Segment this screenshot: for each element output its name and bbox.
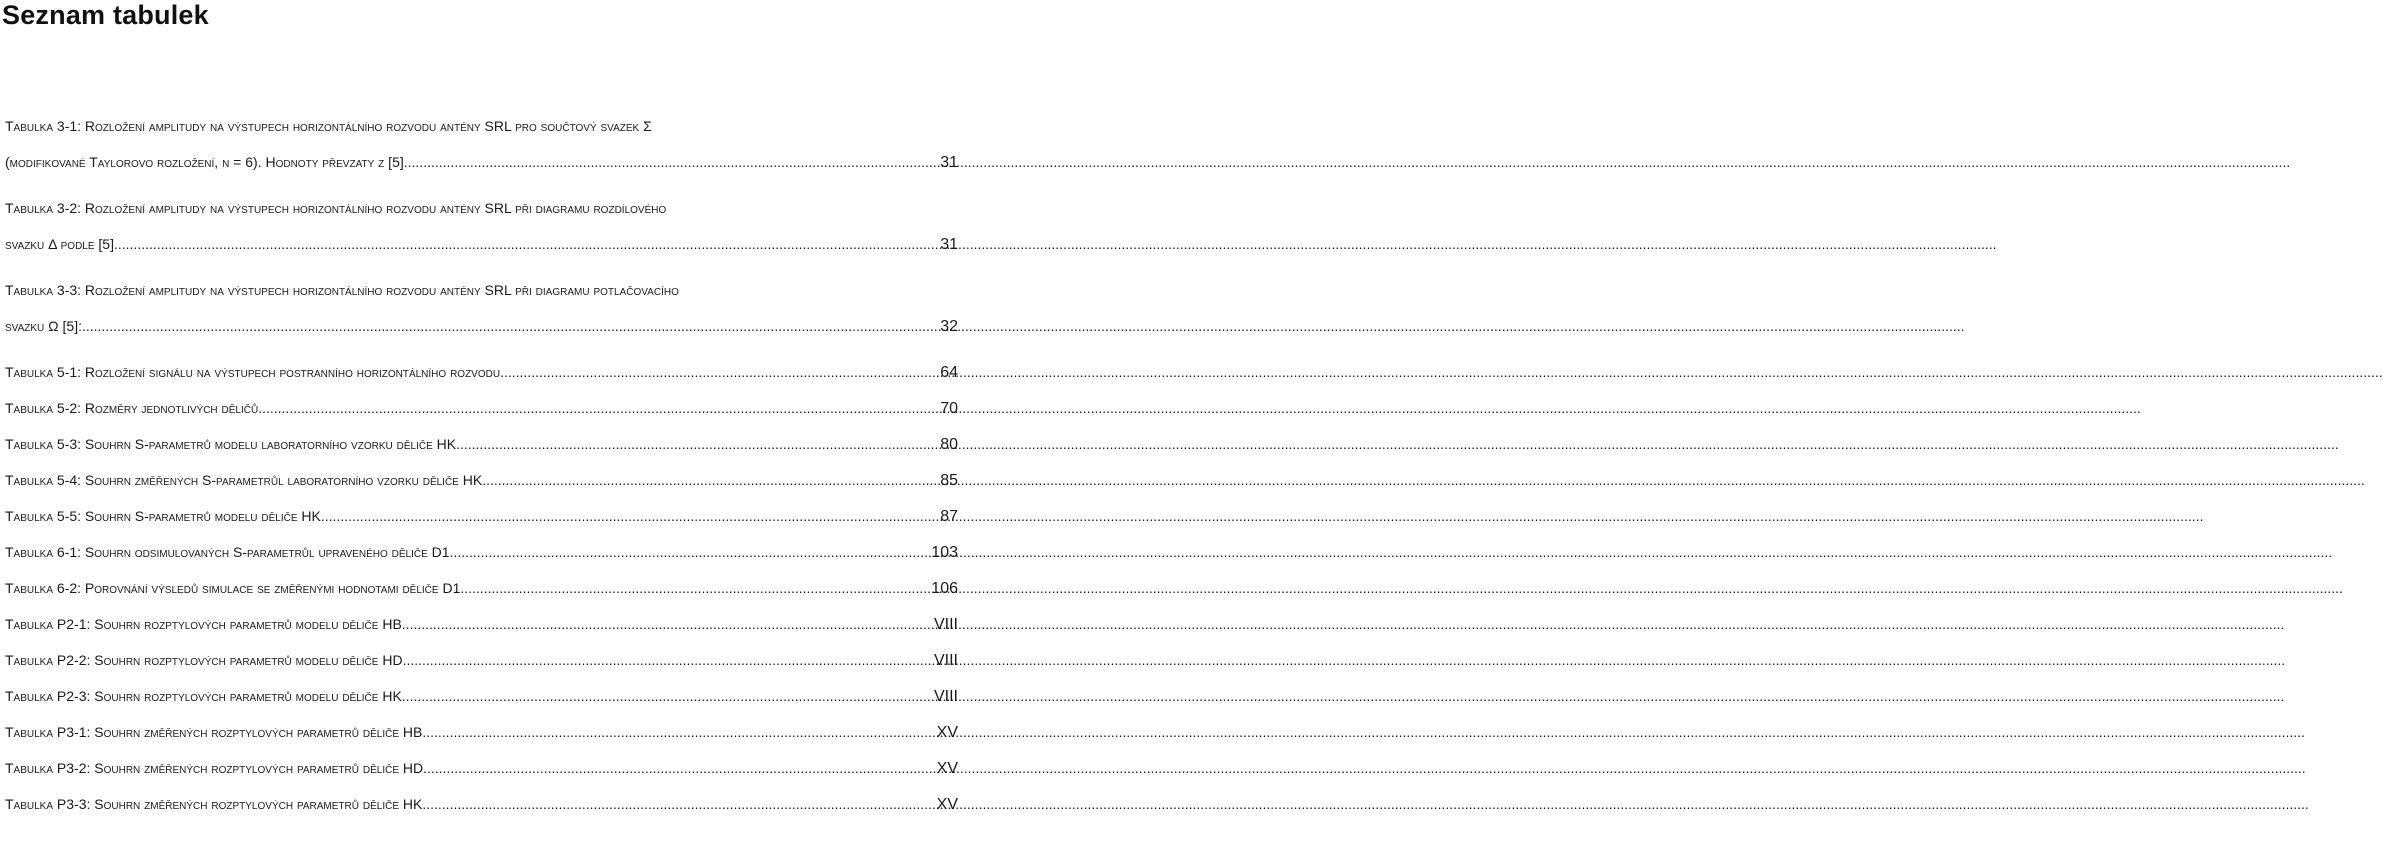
toc-entry[interactable]	[5, 678, 958, 714]
toc-entry-title[interactable]: Tabulka P3-1: Souhrn změřených rozptylových parametrů děliče HB	[5, 724, 423, 740]
dot-leader	[408, 144, 937, 180]
toc-page-number[interactable]: XV	[936, 760, 958, 777]
toc-entry[interactable]	[5, 534, 958, 570]
toc-entry-title[interactable]: Tabulka 3-2: Rozložení amplitudy na výstupech horizontálního rozvodu antény SRL při diagramu rozdílového	[5, 200, 667, 216]
toc-entry[interactable]	[5, 462, 958, 498]
toc-page-number[interactable]: 70	[940, 400, 958, 417]
toc-entry-title-continued[interactable]: (modifikované Taylorovo rozložení, n = 6). Hodnoty převzaty z [5].	[5, 154, 408, 170]
toc-entry-title[interactable]: Tabulka 5-3: Souhrn S-parametrů modelu laboratorního vzorku děliče HK	[5, 436, 457, 452]
toc-entry-title[interactable]: Tabulka 3-3: Rozložení amplitudy na výstupech horizontálního rozvodu antény SRL při diagramu potlačovacího	[5, 282, 679, 298]
toc-line	[5, 226, 958, 262]
toc-line	[5, 108, 958, 144]
toc-entry-title[interactable]: Tabulka 5-2: Rozměry jednotlivých děličů	[5, 400, 259, 416]
dot-leader	[403, 642, 930, 678]
toc-entry-title[interactable]: Tabulka 5-5: Souhrn S-parametrů modelu děliče HK	[5, 508, 321, 524]
toc-line	[5, 308, 958, 344]
toc-page-number[interactable]: VIII	[933, 688, 958, 705]
toc-page-number[interactable]: XV	[936, 796, 958, 813]
toc-entry-title[interactable]: Tabulka 5-1: Rozložení signálu na výstupech postranního horizontálního rozvodu	[5, 364, 501, 380]
toc-page-number[interactable]: 31	[940, 154, 958, 171]
dot-leader	[426, 786, 932, 822]
toc-entry-title[interactable]: Tabulka P2-1: Souhrn rozptylových parametrů modelu děliče HB	[5, 616, 402, 632]
toc-entry-title[interactable]: Tabulka 3-1: Rozložení amplitudy na výstupech horizontálního rozvodu antény SRL pro součtový svazek Σ	[5, 118, 652, 134]
toc-entry-title[interactable]: Tabulka 6-1: Souhrn odsimulovaných S-parametrůl upraveného děliče D1	[5, 544, 450, 560]
dot-leader	[114, 226, 936, 262]
toc-entry-title-continued[interactable]: svazku Δ podle [5]	[5, 236, 114, 252]
toc-entry-title[interactable]: Tabulka P2-2: Souhrn rozptylových parametrů modelu děliče HD	[5, 652, 403, 668]
page-title: Seznam tabulek	[2, 0, 209, 30]
toc-entry[interactable]	[5, 606, 958, 642]
toc-page-number[interactable]: VIII	[933, 616, 958, 633]
dot-leader	[423, 750, 933, 786]
toc-page-number[interactable]: VIII	[933, 652, 958, 669]
dot-leader	[422, 714, 932, 750]
toc-line	[5, 190, 958, 226]
dot-leader	[460, 570, 927, 606]
toc-entry[interactable]	[5, 354, 958, 390]
toc-entry-title[interactable]: Tabulka 6-2: Porovnání výsledů simulace se změřenými hodnotami děliče D1	[5, 580, 461, 596]
dot-leader	[450, 534, 928, 570]
dot-leader	[402, 678, 930, 714]
toc-entry[interactable]	[5, 642, 958, 678]
toc-entry-title-continued[interactable]: svazku Ω [5]:	[5, 318, 82, 334]
toc-page-number[interactable]: XV	[936, 724, 958, 741]
toc-entry[interactable]	[5, 426, 958, 462]
toc-entry-title[interactable]: Tabulka P2-3: Souhrn rozptylových parametrů modelu děliče HK	[5, 688, 402, 704]
toc-line	[5, 144, 958, 180]
toc-entry[interactable]	[5, 570, 958, 606]
toc-entry[interactable]	[5, 786, 958, 822]
dot-leader	[456, 426, 936, 462]
dot-leader	[82, 308, 936, 344]
dot-leader	[482, 462, 936, 498]
toc-page-number[interactable]: 31	[940, 236, 958, 253]
toc-page-number[interactable]: 106	[931, 580, 958, 597]
toc-entry[interactable]	[5, 190, 958, 262]
toc-entry[interactable]	[5, 108, 958, 180]
toc-line	[5, 272, 958, 308]
table-of-tables	[5, 108, 958, 822]
dot-leader	[402, 606, 930, 642]
toc-entry[interactable]	[5, 498, 958, 534]
toc-page-number[interactable]: 87	[940, 508, 958, 525]
toc-entry[interactable]	[5, 714, 958, 750]
toc-entry-title[interactable]: Tabulka 5-4: Souhrn změřených S-parametrůl laboratorního vzorku děliče HK	[5, 472, 483, 488]
toc-entry[interactable]	[5, 750, 958, 786]
toc-page-number[interactable]: 32	[940, 318, 958, 335]
toc-entry-title[interactable]: Tabulka P3-2: Souhrn změřených rozptylových parametrů děliče HD	[5, 760, 424, 776]
toc-page-number[interactable]: 80	[940, 436, 958, 453]
dot-leader	[321, 498, 936, 534]
dot-leader	[500, 354, 936, 390]
toc-entry-title[interactable]: Tabulka P3-3: Souhrn změřených rozptylových parametrů děliče HK.	[5, 796, 427, 812]
toc-page-number[interactable]: 103	[931, 544, 958, 561]
toc-entry[interactable]	[5, 390, 958, 426]
toc-page-number[interactable]: 85	[940, 472, 958, 489]
toc-page-number[interactable]: 64	[940, 364, 958, 381]
toc-entry[interactable]	[5, 272, 958, 344]
dot-leader	[258, 390, 936, 426]
